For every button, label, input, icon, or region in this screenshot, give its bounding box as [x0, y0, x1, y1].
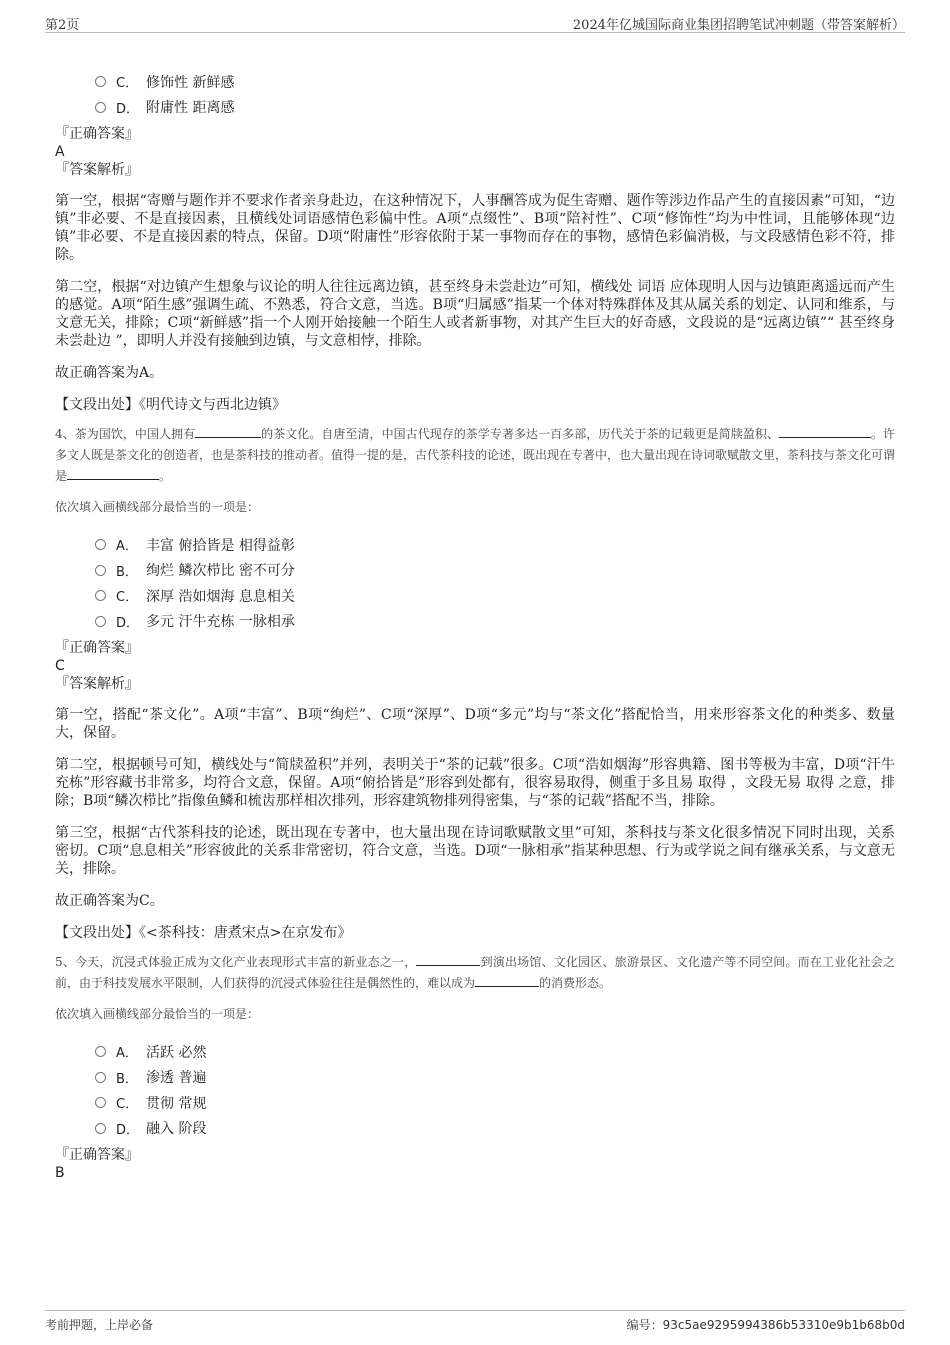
document-code: 编号：93c5ae9295994386b53310e9b1b68b0d: [626, 1318, 905, 1332]
blank-1: [416, 954, 480, 966]
q5-stem: 5、今天，沉浸式体验正成为文化产业表现形式丰富的新业态之一， 到演出场馆、文化园区、旅游景区、文化遗产等不同空间。而在工业化社会之前，由于科技发展水平限制，人们获得的沉浸式体验往往是偶然性的，难以成为 的消费形态。: [55, 955, 895, 990]
q5-option-b[interactable]: B． 渗透 普遍: [95, 1065, 895, 1091]
radio-icon[interactable]: [95, 1046, 106, 1057]
q5-answer-label: 『正确答案』: [55, 1147, 139, 1163]
footer-slogan: 考前押题，上岸必备: [45, 1318, 154, 1332]
q3-answer-label: 『正确答案』: [55, 126, 139, 142]
q3-analysis-para-1: 第一空，根据“寄赠与题作并不要求作者亲身赴边，在这种情况下，人事酬答成为促生寄赠、题作等涉边作品产生的直接因素”可知，“边镇”非必要、不是直接因素，且横线处词语感情色彩偏中性。A项“点缀性”、B项“陪衬性”、C项“修饰性”均为中性词，且能够体现“边镇”非必要、不是直接因素的特点，保留。D项“附庸性”形容依附于某一事物而存在的事物，感情色彩偏消极，与文段感情色彩不符，排除。: [55, 193, 895, 263]
q5-prompt: 依次填入画横线部分最恰当的一项是：: [55, 1007, 260, 1021]
q5-option-d[interactable]: D． 融入 阶段: [95, 1116, 895, 1142]
page-number: 第2页: [45, 18, 80, 33]
q4-source: 【文段出处】《<茶科技：唐煮宋点>在京发布》: [55, 925, 352, 941]
q4-analysis-para-2: 第二空，根据顿号可知，横线处与“简牍盈积”并列，表明关于“茶的记载”很多。C项“浩如烟海”形容典籍、图书等极为丰富，D项“汗牛充栋”形容藏书非常多，均符合文意，保留。A项“俯拾皆是”形容到处都有，很容易取得，侧重于多且易 取得 ，文段无易 取得 之意，排除；B项“鳞次栉比”指像鱼鳞和梳齿那样相次排列，形容建筑物排列得密集，与“茶的记载”搭配不当，排除。: [55, 757, 895, 809]
blank-3: [67, 468, 159, 480]
q5-options: [95, 1039, 895, 1141]
radio-icon[interactable]: [95, 539, 106, 550]
q5-answer: B: [55, 1165, 65, 1181]
q3-option-c[interactable]: C． 修饰性 新鲜感: [95, 69, 895, 95]
radio-icon[interactable]: [95, 1123, 106, 1134]
radio-icon[interactable]: [95, 1097, 106, 1108]
radio-icon[interactable]: [95, 616, 106, 627]
q5-option-c[interactable]: C． 贯彻 常规: [95, 1090, 895, 1116]
q4-analysis-conclusion: 故正确答案为C。: [55, 893, 164, 909]
q5-option-a[interactable]: A． 活跃 必然: [95, 1039, 895, 1065]
q3-option-d[interactable]: D． 附庸性 距离感: [95, 95, 895, 121]
radio-icon[interactable]: [95, 76, 106, 87]
q4-option-d[interactable]: D． 多元 汗牛充栋 一脉相承: [95, 609, 895, 635]
q4-option-b[interactable]: B． 绚烂 鳞次栉比 密不可分: [95, 558, 895, 584]
q4-analysis-para-1: 第一空，搭配“茶文化”。A项“丰富”、B项“绚烂”、C项“深厚”、D项“多元”均与“茶文化”搭配恰当，用来形容茶文化的种类多、数量大，保留。: [55, 707, 895, 741]
q4-stem: 4、茶为国饮，中国人拥有 的茶文化。自唐至清，中国古代现存的茶学专著多达一百多部，历代关于茶的记载更是简牍盈积、 。许多文人既是茶文化的创造者，也是茶科技的推动者。值得一提的是，古代茶科技的论述，既出现在专著中，也大量出现在诗词歌赋散文里，茶科技与茶文化可谓是 。: [55, 427, 896, 483]
q3-options: [95, 69, 895, 120]
q3-analysis-para-2: 第二空，根据“对边镇产生想象与议论的明人往往远离边镇，甚至终身未尝赴边”可知，横线处 词语 应体现明人因与边镇距离遥远而产生的感觉。A项“陌生感”强调生疏、不熟悉，符合文意，当选。B项“归属感”指某一个体对特殊群体及其从属关系的划定、认同和维系，与文意无关，排除；C项“新鲜感”指一个人刚开始接触一个陌生人或者新事物，对其产生巨大的好奇感，文段说的是“远离边镇”“ 甚至终身未尝赴边 ”，即明人并没有接触到边镇，与文意相悖，排除。: [55, 279, 895, 349]
q4-option-c[interactable]: C． 深厚 浩如烟海 息息相关: [95, 583, 895, 609]
main-content: [55, 62, 895, 1182]
document-title: 2024年亿城国际商业集团招聘笔试冲刺题（带答案解析）: [572, 18, 905, 33]
q3-analysis-label: 『答案解析』: [55, 162, 139, 178]
q3-answer: A: [55, 144, 65, 160]
q3-source: 【文段出处】《明代诗文与西北边镇》: [55, 397, 286, 413]
blank-1: [195, 426, 261, 438]
page-footer: [45, 1310, 905, 1335]
radio-icon[interactable]: [95, 590, 106, 601]
blank-2: [779, 426, 871, 438]
radio-icon[interactable]: [95, 565, 106, 576]
q4-prompt: 依次填入画横线部分最恰当的一项是：: [55, 500, 260, 514]
page-header: [45, 10, 905, 33]
q4-option-a[interactable]: A． 丰富 俯拾皆是 相得益彰: [95, 532, 895, 558]
radio-icon[interactable]: [95, 102, 106, 113]
q4-options: [95, 532, 895, 634]
blank-2: [475, 975, 539, 987]
q4-answer: C: [55, 658, 65, 674]
q4-answer-label: 『正确答案』: [55, 640, 139, 656]
q4-analysis-para-3: 第三空，根据“古代茶科技的论述，既出现在专著中，也大量出现在诗词歌赋散文里”可知，茶科技与茶文化很多情况下同时出现，关系密切。C项“息息相关”形容彼此的关系非常密切，符合文意，当选。D项“一脉相承”指某种思想、行为或学说之间有继承关系，与文意无关，排除。: [55, 825, 895, 877]
radio-icon[interactable]: [95, 1072, 106, 1083]
q3-analysis-conclusion: 故正确答案为A。: [55, 365, 164, 381]
q4-analysis-label: 『答案解析』: [55, 676, 139, 692]
